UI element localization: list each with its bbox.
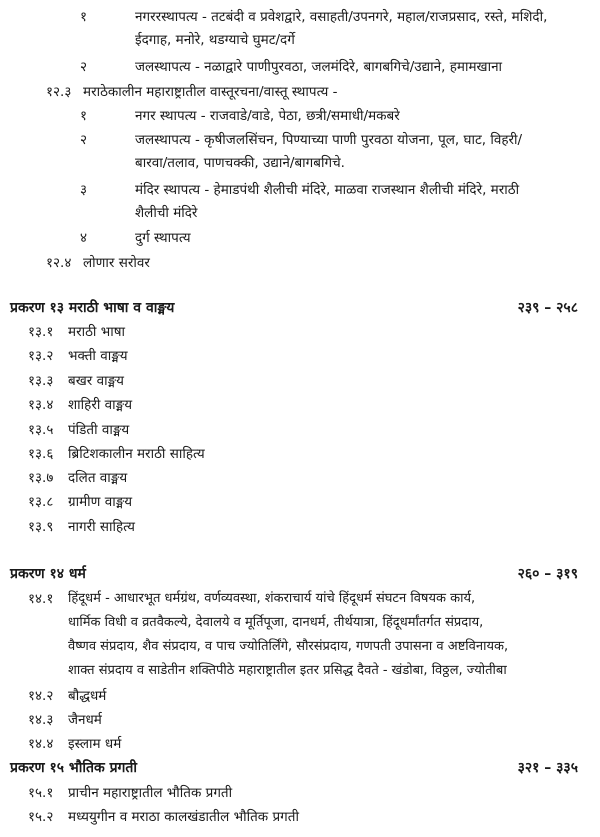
page-range: २६० – ३१९ — [517, 566, 578, 582]
item-text: जलस्थापत्य - नळाद्वारे पाणीपुरवठा, जलमंदिरे, बागबगिचे/उद्याने, हमामखाना — [135, 59, 503, 75]
section-title: मराठेकालीन महाराष्ट्रातील वास्तूरचना/वास्तू स्थापत्य - — [83, 84, 338, 100]
section-title: नागरी साहित्य — [68, 519, 135, 535]
section-number: १३.९ — [28, 519, 54, 535]
section-title: बखर वाङ्मय — [68, 373, 124, 389]
section-number: १४.३ — [28, 712, 54, 728]
section-title: जैनधर्म — [68, 712, 102, 728]
item-text: मंदिर स्थापत्य - हेमाडपंथी शैलीची मंदिरे, माळवा राजस्थान शैलीची मंदिरे, मराठी — [135, 182, 520, 198]
item-text: ईदगाह, मनोरे, थडग्याचे घुमट/दर्गे — [135, 32, 295, 48]
item-number: २ — [80, 132, 88, 148]
section-title: भक्ती वाङ्मय — [68, 348, 128, 364]
section-number: १५.१ — [28, 785, 54, 801]
section-number: १३.८ — [28, 494, 54, 510]
section-number: १३.६ — [28, 446, 54, 462]
item-number: २ — [80, 59, 88, 75]
item-number: ३ — [80, 182, 88, 198]
section-number: १३.२ — [28, 348, 54, 364]
section-number: १४.२ — [28, 688, 54, 704]
section-title: इस्लाम धर्म — [68, 736, 122, 752]
section-number: १४.४ — [28, 736, 54, 752]
page-range: ३२१ – ३३५ — [517, 760, 578, 776]
section-title: प्राचीन महाराष्ट्रातील भौतिक प्रगती — [68, 785, 233, 801]
item-text: नगर स्थापत्य - राजवाडे/वाडे, पेठा, छत्री/समाधी/मकबरे — [135, 108, 400, 124]
section-number: १३.४ — [28, 397, 54, 413]
item-text: शैलीची मंदिरे — [135, 205, 198, 221]
section-title: पंडिती वाङ्मय — [68, 422, 130, 438]
section-title: ब्रिटिशकालीन मराठी साहित्य — [68, 446, 205, 462]
item-text: नगररस्थापत्य - तटबंदी व प्रवेशद्वारे, वसाहती/उपनगरे, महाल/राजप्रसाद, रस्ते, मशिदी, — [135, 9, 548, 25]
section-title: लोणार सरोवर — [83, 255, 150, 271]
item-number: ४ — [80, 230, 88, 246]
section-text: वैष्णव संप्रदाय, शैव संप्रदाय, व पाच ज्योतिर्लिंगे, सौरसंप्रदाय, गणपती उपासना व अष्टविनायक, — [68, 639, 509, 654]
item-number: १ — [80, 9, 88, 25]
section-number: १३.३ — [28, 373, 54, 389]
section-title: ग्रामीण वाङ्मय — [68, 494, 133, 510]
section-number: १३.७ — [28, 470, 54, 486]
section-number: १२.३ — [46, 84, 72, 100]
chapter-heading: प्रकरण १४ धर्म — [10, 566, 86, 582]
section-title: शाहिरी वाङ्मय — [68, 397, 133, 413]
section-text: हिंदूधर्म - आधारभूत धर्मग्रंथ, वर्णव्यवस्था, शंकराचार्य यांचे हिंदूधर्म संघटन विषयक कार्य, — [68, 591, 476, 606]
section-title: मराठी भाषा — [68, 324, 126, 340]
section-title: मध्ययुगीन व मराठा कालखंडातील भौतिक प्रगती — [68, 809, 299, 825]
section-title: बौद्धधर्म — [68, 688, 107, 704]
section-number: १३.५ — [28, 422, 54, 438]
item-number: १ — [80, 108, 88, 124]
item-text: बारवा/तलाव, पाणचक्की, उद्याने/बागबगिचे. — [135, 155, 345, 171]
page-range: २३९ – २५८ — [517, 300, 578, 316]
section-number: १४.१ — [28, 591, 54, 607]
section-number: १३.१ — [28, 324, 54, 340]
item-text: जलस्थापत्य - कृषीजलसिंचन, पिण्याच्या पाणी पुरवठा योजना, पूल, घाट, विहरी/ — [135, 132, 523, 148]
section-title: दलित वाङ्मय — [68, 470, 128, 486]
section-text: धार्मिक विधी व व्रतवैकल्ये, देवालये व मूर्तिपूजा, दानधर्म, तीर्थयात्रा, हिंदूधर्मांतर्गत संप्रदाय, — [68, 615, 484, 630]
section-number: १२.४ — [46, 255, 72, 271]
item-text: दुर्ग स्थापत्य — [135, 230, 191, 246]
chapter-heading: प्रकरण १३ मराठी भाषा व वाङ्मय — [10, 300, 175, 316]
section-text: शाक्त संप्रदाय व साडेतीन शक्तिपीठे महाराष्ट्रातील इतर प्रसिद्ध दैवते - खंडोबा, विठ्ठल, ज्योतीबा — [68, 663, 507, 678]
chapter-heading: प्रकरण १५ भौतिक प्रगती — [10, 760, 138, 776]
section-number: १५.२ — [28, 809, 54, 825]
